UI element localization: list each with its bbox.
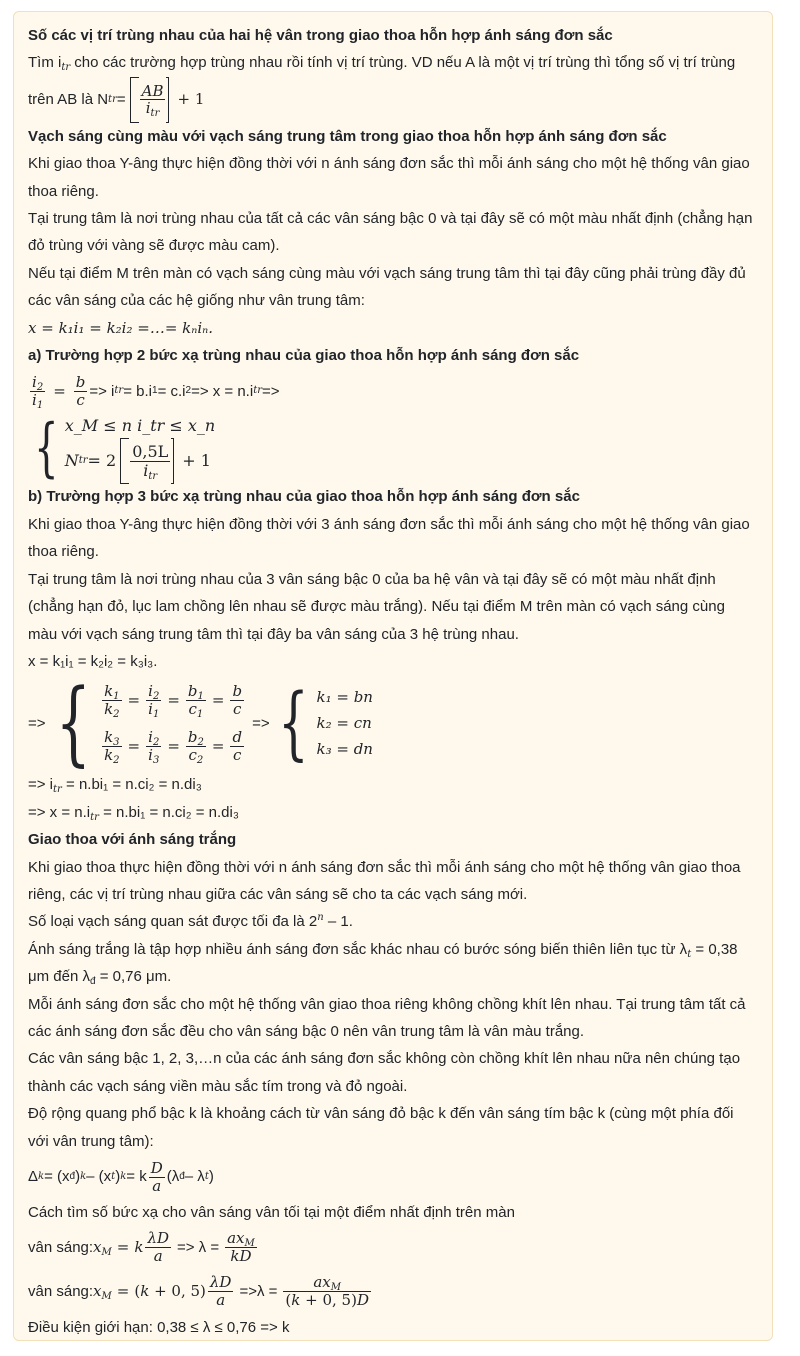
paragraph: Nếu tại điểm M trên màn có vạch sáng cùng màu với vạch sáng trung tâm thì tại đây cũng phải trùng đầy đủ: [28, 264, 746, 282]
paragraph: Mỗi ánh sáng đơn sắc cho một hệ thống vân giao thoa riêng không chồng khít lên nhau. Tại trung tâm tất cả: [28, 995, 746, 1013]
paragraph: Khi giao thoa Y-âng thực hiện đồng thời với n ánh sáng đơn sắc thì mỗi ánh sáng cho một hệ thống vân giao: [28, 155, 750, 173]
paragraph: các ánh sáng đơn sắc đều cho vân sáng bậc 0 nên vân trung tâm là vân màu trắng.: [28, 1022, 585, 1040]
paragraph: Tại trung tâm là nơi trùng nhau của 3 vân sáng bậc 0 của ba hệ vân và tại đây sẽ có một màu nhất định: [28, 570, 716, 588]
paragraph: thoa riêng.: [28, 543, 99, 561]
paragraph: đỏ trùng với vàng sẽ được màu cam).: [28, 237, 280, 255]
formula: => $x = n.i_{tr} = n.bi_1 = n.ci_2 = n.di_3$: [28, 803, 239, 823]
paragraph: các vân sáng của các hệ giống như vân trung tâm:: [28, 292, 365, 310]
paragraph: (chẳng hạn đỏ, lục lam chồng lên nhau sẽ được màu trắng). Nếu tại điểm M trên màn có vạch sáng cùng: [28, 598, 725, 616]
paragraph: Khi giao thoa Y-âng thực hiện đồng thời với 3 ánh sáng đơn sắc thì mỗi ánh sáng cho một hệ thống vân giao: [28, 515, 750, 533]
content-card: [13, 11, 773, 1341]
formula: x = k₁i₁ = k₂i₂ = k₃i₃.: [28, 652, 158, 670]
formula-dark-fringe: vân sáng: $x_M$ = (k + 0, 5) $\frac{\lambda D}{a}$ =>λ = $\frac{ax_M}{(k + 0, 5)D}$: [28, 1273, 369, 1309]
section-title-two-systems: Số các vị trí trùng nhau của hai hệ vân trong giao thoa hỗn hợp ánh sáng đơn sắc: [28, 27, 613, 44]
paragraph: màu với vạch sáng trung tâm thì tại đây ba vân sáng của 3 hệ trùng nhau.: [28, 625, 519, 643]
formula-system-3: => { $\frac{k_1}{k_2}$ = $\frac{i_2}{i_1}$ = $\frac{b_1}{c_1}$ = $\frac{b}{c}$ $\frac{k_3}{k_2}$ = $\frac{i_2}{i_3}$ = $\frac{b_2}{c_2}$ = $\frac{d}{c}$ => { k₁ = bn k₂ = cn k₃ = dn: [28, 669, 373, 777]
paragraph: μm đến $\lambda_đ = 0,76$ μm.: [28, 968, 172, 988]
paragraph: Độ rộng quang phổ bậc k là khoảng cách từ vân sáng đỏ bậc k đến vân sáng tím bậc k (cùng một phía đối: [28, 1105, 734, 1123]
paragraph: Tìm $i_{tr}$ cho các trường hợp trùng nhau rồi tính vị trí trùng. VD nếu A là một vị trí trùng thì tổng số vị trí trùng: [28, 54, 736, 74]
paragraph: với vân trung tâm):: [28, 1132, 154, 1150]
paragraph: Ánh sáng trắng là tập hợp nhiều ánh sáng đơn sắc khác nhau có bước sóng biến thiên liên tục từ $\lambda_t = 0,38$: [28, 940, 738, 960]
formula-ratio: $\frac{i_2}{i_1}$ = $\frac{b}{c}$ => i tr = b.i 1 = c.i 2 => x = n.i tr =>: [32, 373, 280, 411]
formula-ntr: trên AB là N tr = $\frac{AB}{i_{tr}}$ + 1: [28, 77, 758, 123]
paragraph: Số loại vạch sáng quan sát được tối đa là 2$^n$ – 1.: [28, 912, 353, 931]
formula-spectrum-width: Δ k = (x đ ) k – (x t ) k = k $\frac{D}{a}$ (λ đ – λ t ): [28, 1159, 214, 1195]
section-title-case-2: a) Trường hợp 2 bức xạ trùng nhau của giao thoa hỗn hợp ánh sáng đơn sắc: [28, 347, 580, 365]
section-title-same-color: Vạch sáng cùng màu với vạch sáng trung tâm trong giao thoa hỗn hợp ánh sáng đơn sắc: [28, 127, 667, 145]
paragraph: Khi giao thoa thực hiện đồng thời với n ánh sáng đơn sắc thì mỗi ánh sáng cho một hệ thống vân giao thoa: [28, 858, 741, 876]
formula: x = k₁i₁ = k₂i₂ =…= kₙiₙ.: [28, 318, 213, 337]
formula-bright-fringe: vân sáng: $x_M$ = k $\frac{\lambda D}{a}$ => λ = $\frac{ax_M}{kD}$: [28, 1229, 255, 1265]
section-title-white-light: Giao thoa với ánh sáng trắng: [28, 831, 237, 849]
paragraph: Các vân sáng bậc 1, 2, 3,…n của các ánh sáng đơn sắc không còn chồng khít lên nhau nữa nên chúng tạo: [28, 1050, 741, 1068]
paragraph: thoa riêng.: [28, 182, 99, 200]
paragraph: thành các vạch sáng viền màu sắc tím trong và đỏ ngoài.: [28, 1077, 408, 1095]
paragraph: Cách tìm số bức xạ cho vân sáng vân tối tại một điểm nhất định trên màn: [28, 1204, 515, 1221]
paragraph: Điều kiện giới hạn: 0,38 ≤ λ ≤ 0,76 => k: [28, 1319, 290, 1337]
system-row: x_M ≤ n i_tr ≤ x_n: [64, 416, 216, 436]
formula: => $i_{tr} = n.bi_1 = n.ci_2 = n.di_3$: [28, 776, 202, 796]
paragraph: riêng, các vị trí trùng nhau giữa các vân sáng sẽ cho ta các vạch sáng mới.: [28, 885, 528, 903]
formula-system-2: { x_M ≤ n i_tr ≤ x_n N tr = 2 $\frac{0,5L}{i_{tr}}$ + 1: [34, 411, 216, 486]
paragraph: Tại trung tâm là nơi trùng nhau của tất cả các vân sáng bậc 0 và tại đây sẽ có một màu nhất định (chẳng hạn: [28, 210, 753, 228]
section-title-case-3: b) Trường hợp 3 bức xạ trùng nhau của giao thoa hỗn hợp ánh sáng đơn sắc: [28, 488, 580, 506]
